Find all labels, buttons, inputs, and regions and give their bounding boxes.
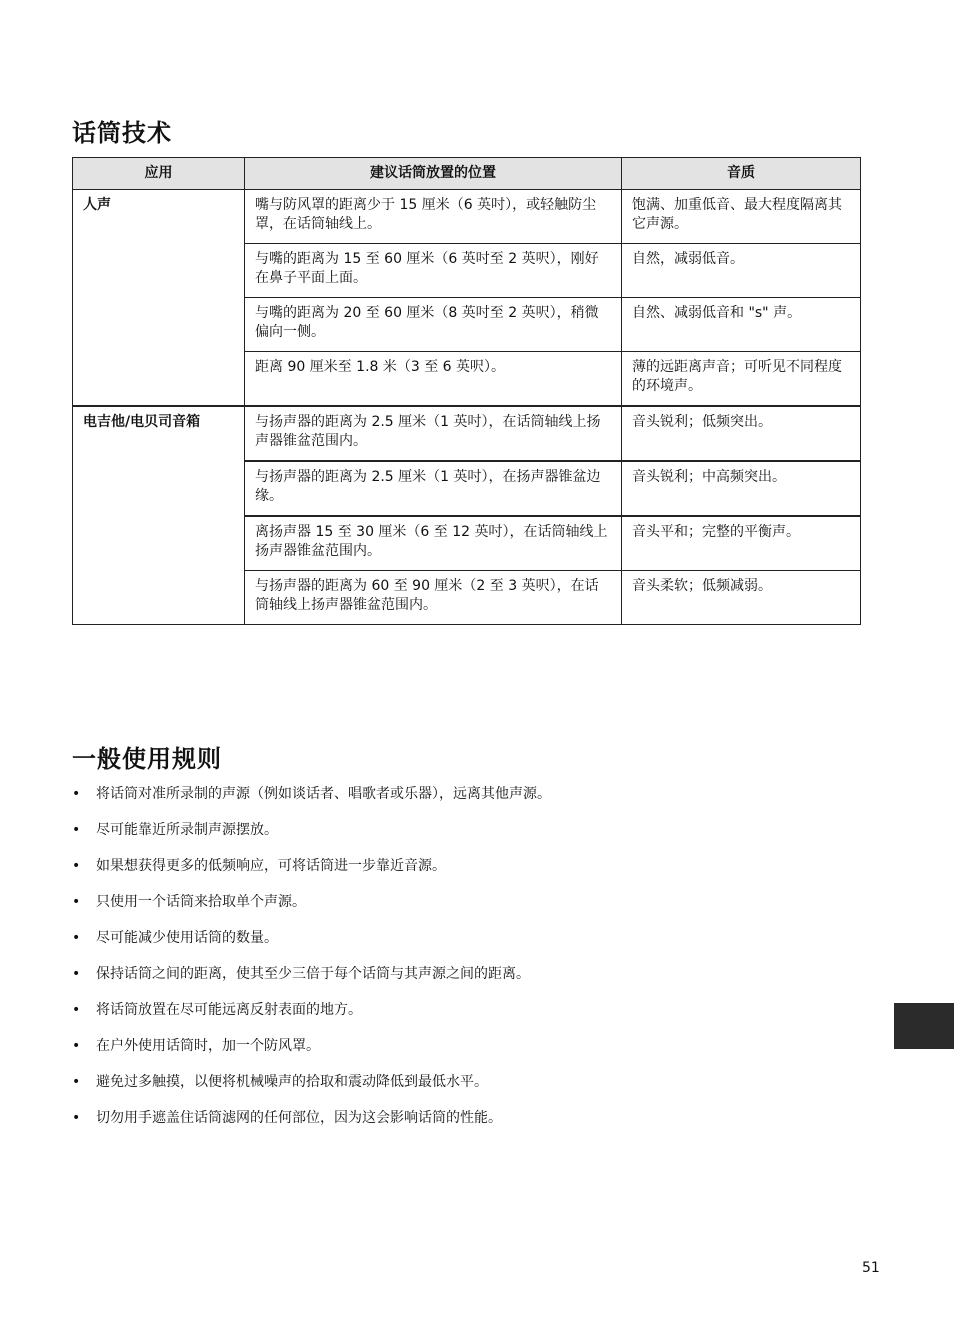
bullet-icon: • [72, 966, 81, 982]
quality-cell: 自然、减弱低音和 "s" 声。 [622, 298, 861, 352]
rule-text: 将话筒对准所录制的声源（例如谈话者、唱歌者或乐器），远离其他声源。 [96, 786, 551, 802]
list-item [72, 928, 792, 964]
section-title-general-rules: 一般使用规则 [72, 745, 222, 773]
placement-cell: 与扬声器的距离为 2.5 厘米（1 英吋），在扬声器锥盆边缘。 [245, 461, 622, 516]
page-number: 51 [862, 1260, 880, 1276]
list-item [72, 1000, 792, 1036]
quality-cell: 音头柔软；低频减弱。 [622, 571, 861, 625]
rule-text: 尽可能减少使用话筒的数量。 [96, 930, 278, 946]
bullet-icon: • [72, 894, 81, 910]
list-item [72, 1072, 792, 1108]
rule-text: 只使用一个话筒来拾取单个声源。 [96, 894, 306, 910]
placement-cell: 嘴与防风罩的距离少于 15 厘米（6 英吋），或轻触防尘罩，在话筒轴线上。 [245, 190, 622, 244]
column-header-application: 应用 [73, 158, 245, 190]
placement-cell: 离扬声器 15 至 30 厘米（6 至 12 英吋），在话筒轴线上扬声器锥盆范围内。 [245, 516, 622, 571]
bullet-icon: • [72, 1002, 81, 1018]
bullet-icon: • [72, 1038, 81, 1054]
column-header-quality: 音质 [622, 158, 861, 190]
rule-text: 如果想获得更多的低频响应，可将话筒进一步靠近音源。 [96, 858, 446, 874]
placement-cell: 与扬声器的距离为 2.5 厘米（1 英吋），在话筒轴线上扬声器锥盆范围内。 [245, 406, 622, 461]
placement-cell: 与嘴的距离为 20 至 60 厘米（8 英吋至 2 英呎），稍微偏向一侧。 [245, 298, 622, 352]
general-rules-list [72, 784, 792, 1144]
quality-cell: 自然，减弱低音。 [622, 244, 861, 298]
quality-cell: 音头锐利；低频突出。 [622, 406, 861, 461]
column-header-placement: 建议话筒放置的位置 [245, 158, 622, 190]
list-item [72, 892, 792, 928]
application-cell-guitar-bass-amp: 电吉他/电贝司音箱 [73, 406, 245, 625]
bullet-icon: • [72, 1074, 81, 1090]
list-item [72, 964, 792, 1000]
list-item [72, 820, 792, 856]
mic-technique-table [72, 157, 861, 625]
quality-cell: 薄的远距离声音；可听见不同程度的环境声。 [622, 352, 861, 407]
quality-cell: 饱满、加重低音、最大程度隔离其它声源。 [622, 190, 861, 244]
placement-cell: 距离 90 厘米至 1.8 米（3 至 6 英呎）。 [245, 352, 622, 407]
rule-text: 将话筒放置在尽可能远离反射表面的地方。 [96, 1002, 362, 1018]
rule-text: 在户外使用话筒时，加一个防风罩。 [96, 1038, 320, 1054]
bullet-icon: • [72, 786, 81, 802]
list-item [72, 856, 792, 892]
bullet-icon: • [72, 1110, 81, 1126]
bullet-icon: • [72, 858, 81, 874]
chapter-tab-marker [894, 1003, 954, 1049]
placement-cell: 与嘴的距离为 15 至 60 厘米（6 英吋至 2 英呎），刚好在鼻子平面上面。 [245, 244, 622, 298]
rule-text: 尽可能靠近所录制声源摆放。 [96, 822, 278, 838]
application-cell-vocals: 人声 [73, 190, 245, 407]
bullet-icon: • [72, 930, 81, 946]
quality-cell: 音头锐利；中高频突出。 [622, 461, 861, 516]
list-item [72, 784, 792, 820]
quality-cell: 音头平和；完整的平衡声。 [622, 516, 861, 571]
rule-text: 避免过多触摸，以便将机械噪声的拾取和震动降低到最低水平。 [96, 1074, 488, 1090]
rule-text: 切勿用手遮盖住话筒滤网的任何部位，因为这会影响话筒的性能。 [96, 1110, 502, 1126]
bullet-icon: • [72, 822, 81, 838]
table-header-row [73, 158, 861, 190]
table-row [73, 190, 861, 244]
section-title-mic-technique: 话筒技术 [72, 119, 172, 147]
list-item [72, 1108, 792, 1144]
placement-cell: 与扬声器的距离为 60 至 90 厘米（2 至 3 英呎），在话筒轴线上扬声器锥盆范围内。 [245, 571, 622, 625]
list-item [72, 1036, 792, 1072]
rule-text: 保持话筒之间的距离，使其至少三倍于每个话筒与其声源之间的距离。 [96, 966, 530, 982]
table-row [73, 406, 861, 461]
